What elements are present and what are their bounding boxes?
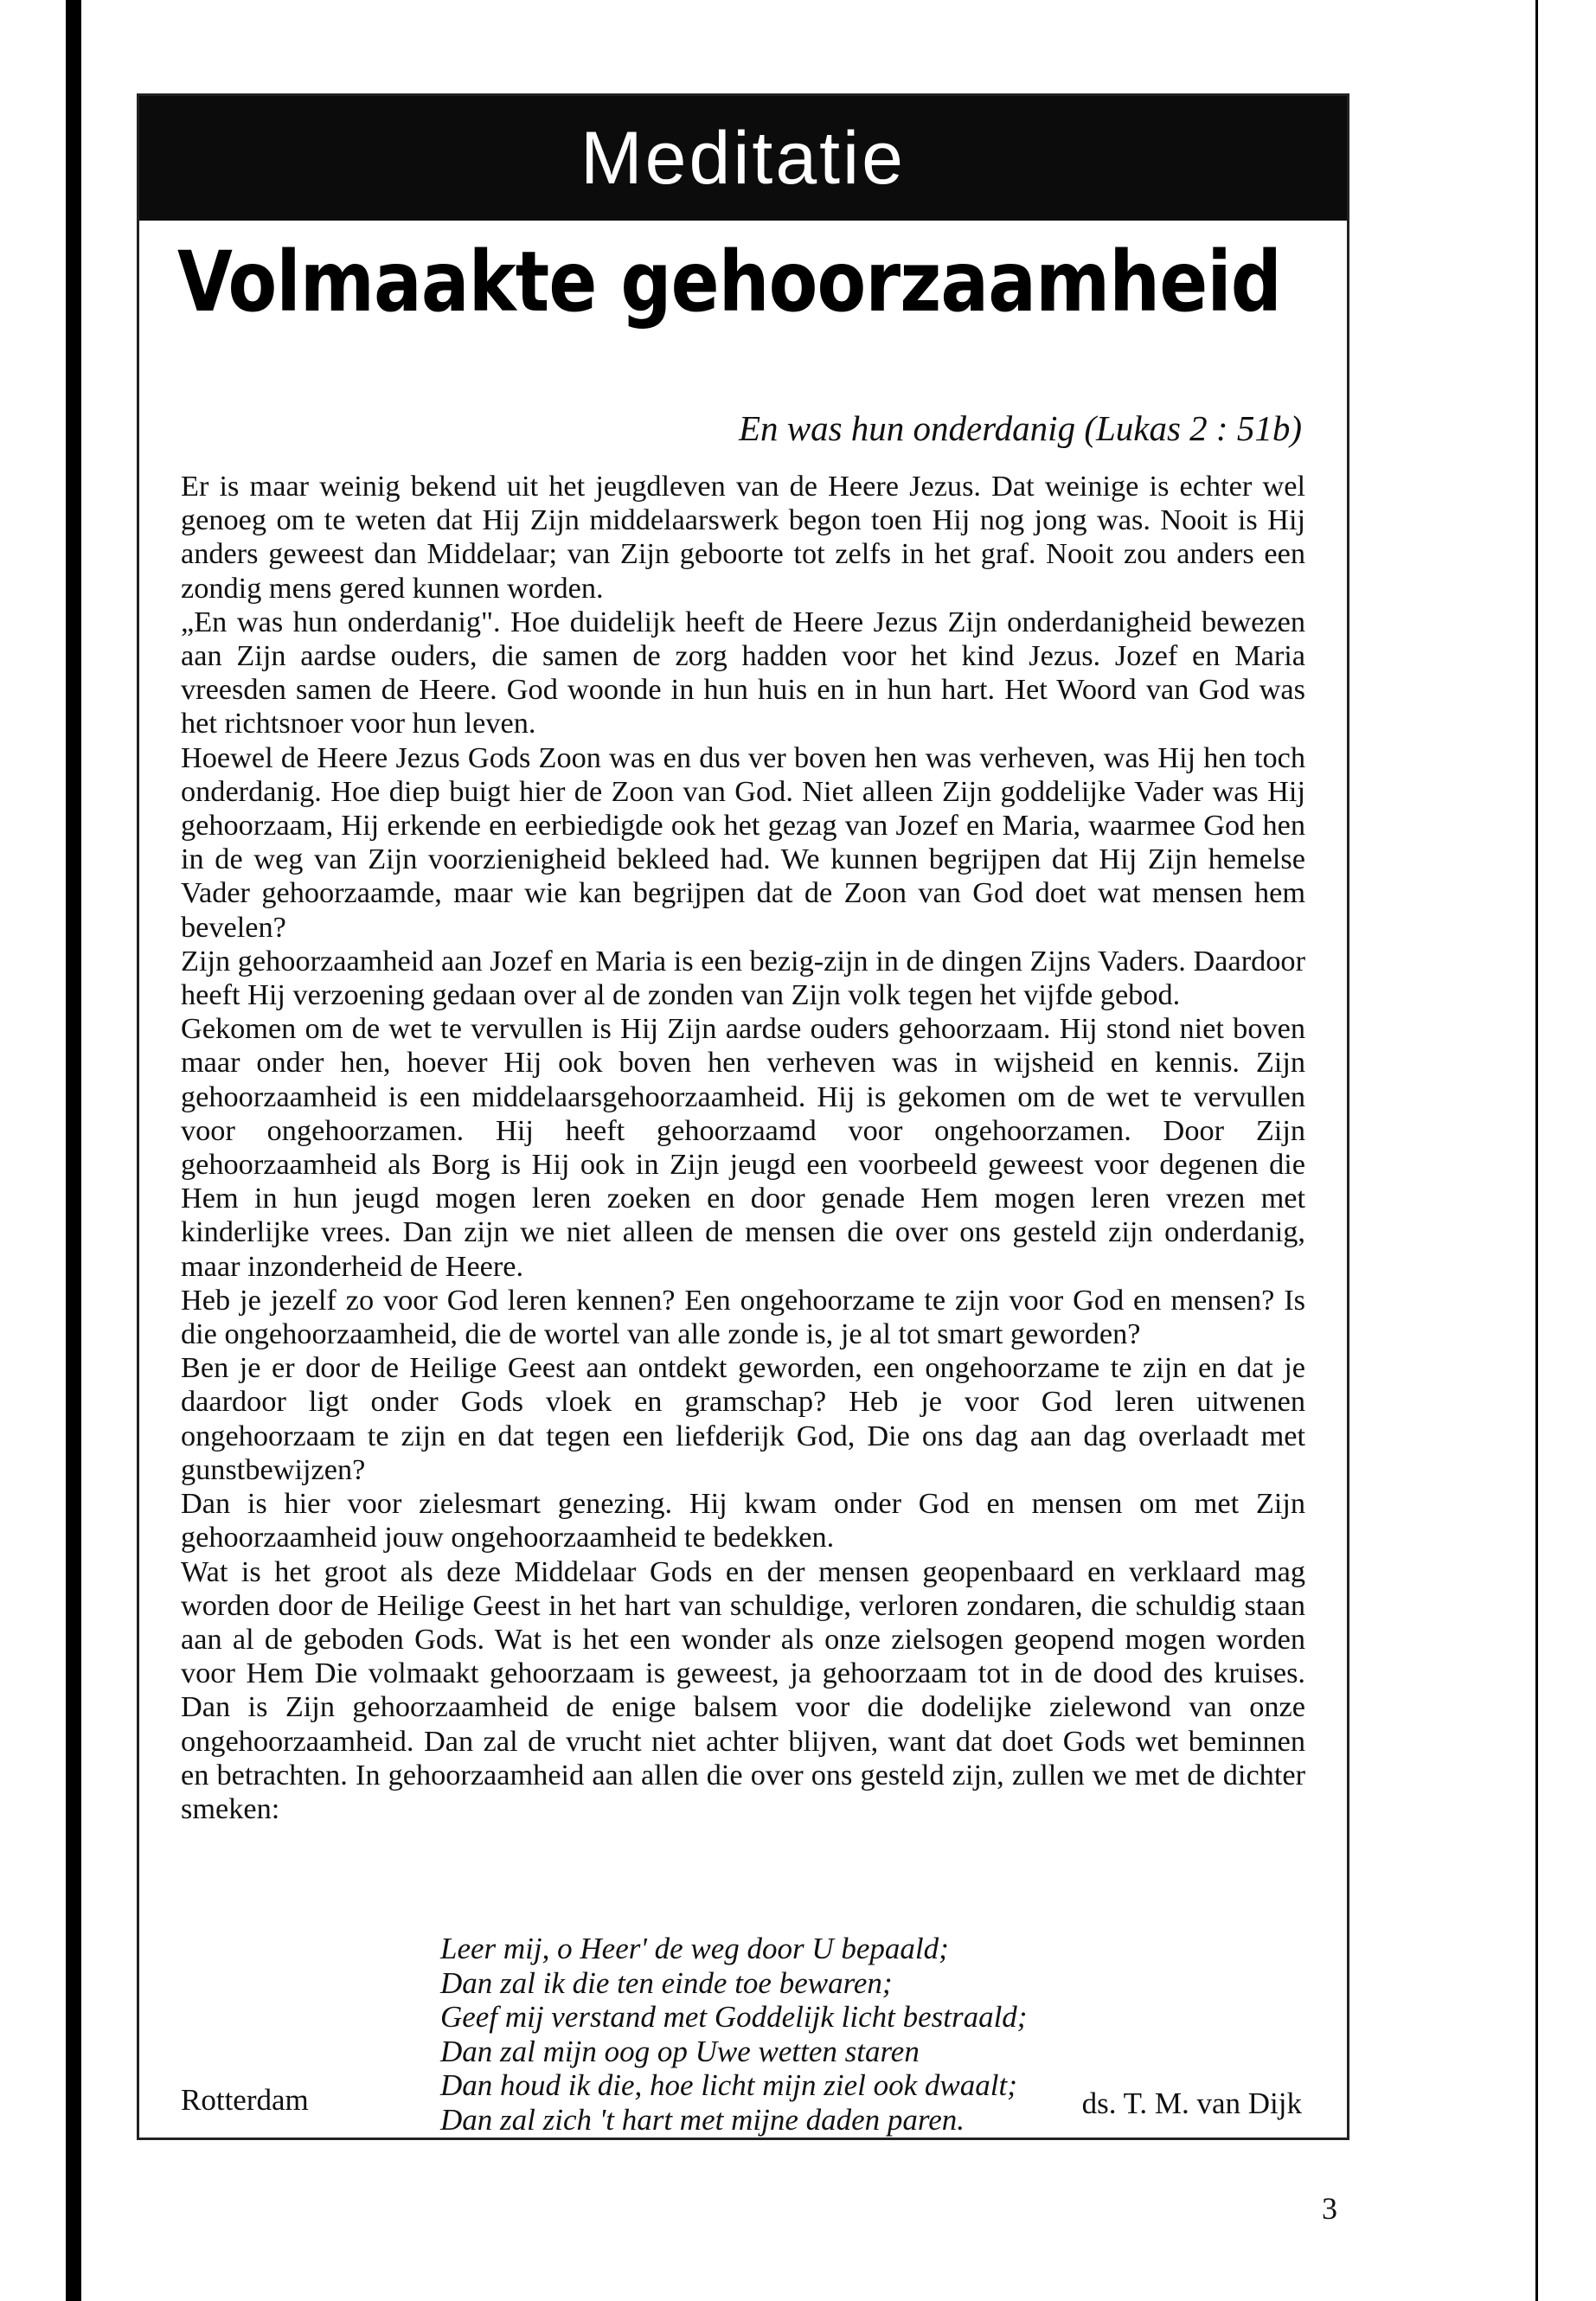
scripture-reference: En was hun onderdanig (Lukas 2 : 51b) — [738, 408, 1302, 448]
section-banner — [139, 96, 1347, 221]
page-edge-bar — [66, 0, 81, 2301]
paragraph: Gekomen om de wet te vervullen is Hij Zijn aardse ouders gehoorzaam. Hij stond niet boven maar onder hen, hoever Hij ook boven hen verheven was in wijsheid en kennis. Zijn gehoorzaamheid is een middelaarsgehoorzaamheid. Hij is gekomen om de wet te vervullen voor ongehoorzamen. Hij heeft gehoorzaamd voor ongehoorzamen. Door Zijn gehoorzaamheid als Borg is Hij ook in Zijn jeugd een voorbeeld geweest voor degenen die Hem in hun jeugd mogen leren zoeken en door genade Hem mogen leren vrezen met kinderlijke vrees. Dan zijn we niet alleen de mensen die over ons gesteld zijn onderdanig, maar inzonderheid de Heere. — [181, 1012, 1305, 1283]
poem-line: Geef mij verstand met Goddelijk licht bestraald; — [440, 2000, 1028, 2034]
paragraph: Zijn gehoorzaamheid aan Jozef en Maria is een bezig-zijn in de dingen Zijns Vaders. Daardoor heeft Hij verzoening gedaan over al de zonden van Zijn volk tegen het vijfde gebod. — [181, 944, 1305, 1012]
place-signoff: Rotterdam — [181, 2083, 309, 2117]
section-label: Meditatie — [580, 117, 906, 200]
paragraph: Er is maar weinig bekend uit het jeugdleven van de Heere Jezus. Dat weinige is echter wel genoeg om te weten dat Hij Zijn middelaarswerk begon toen Hij nog jong was. Nooit is Hij anders geweest dan Middelaar; van Zijn geboorte tot zelfs in het graf. Nooit zou anders een zondig mens gered kunnen worden. — [181, 470, 1305, 605]
poem-line: Leer mij, o Heer' de weg door U bepaald; — [440, 1932, 949, 1965]
paragraph: Dan is hier voor zielesmart genezing. Hij kwam onder God en mensen om met Zijn gehoorzaamheid jouw ongehoorzaamheid te bedekken. — [181, 1487, 1305, 1554]
poem-line: Dan zal mijn oog op Uwe wetten staren — [440, 2034, 920, 2068]
page-number: 3 — [1322, 2191, 1337, 2226]
paragraph: „En was hun onderdanig". Hoe duidelijk heeft de Heere Jezus Zijn onderdanigheid bewezen aan Zijn aardse ouders, die samen de zorg hadden voor het kind Jezus. Jozef en Maria vreesden samen de Heere. God woonde in hun huis en in hun hart. Het Woord van God was het richtsnoer voor hun leven. — [181, 605, 1305, 740]
paragraph: Heb je jezelf zo voor God leren kennen? Een ongehoorzame te zijn voor God en mensen? Is die ongehoorzaamheid, die de wortel van alle zonde is, je al tot smart geworden? — [181, 1283, 1305, 1351]
poem-quote — [440, 1932, 1027, 2137]
article-body — [181, 470, 1305, 1826]
paragraph: Wat is het groot als deze Middelaar Gods en der mensen geopenbaard en verklaard mag worden door de Heilige Geest in het hart van schuldige, verloren zondaren, die schuldig staan aan al de geboden Gods. Wat is het een wonder als onze zielsogen geopend mogen worden voor Hem Die volmaakt gehoorzaam is geweest, ja gehoorzaam tot in de dood des kruises. Dan is Zijn gehoorzaamheid de enige balsem voor die dodelijke zielewond van onze ongehoorzaamheid. Dan zal de vrucht niet achter blijven, want dat doet Gods wet beminnen en betrachten. In gehoorzaamheid aan allen die over ons gesteld zijn, zullen we met de dichter smeken: — [181, 1554, 1305, 1825]
meditation-box — [137, 93, 1349, 2140]
poem-line: Dan zal zich 't hart met mijne daden paren. — [440, 2102, 965, 2137]
poem-line: Dan zal ik die ten einde toe bewaren; — [440, 1965, 893, 2000]
author-signoff: ds. T. M. van Dijk — [1081, 2086, 1302, 2120]
poem-line: Dan houd ik die, hoe licht mijn ziel ook dwaalt; — [440, 2068, 1017, 2102]
paragraph: Ben je er door de Heilige Geest aan ontdekt geworden, een ongehoorzame te zijn en dat je daardoor ligt onder Gods vloek en gramschap? Heb je voor God leren uitwenen ongehoorzaam te zijn en dat tegen een liefderijk God, Die ons dag aan dag overlaadt met gunstbewijzen? — [181, 1351, 1305, 1486]
article-title: Volmaakte gehoorzaamheid — [177, 234, 1282, 330]
paragraph: Hoewel de Heere Jezus Gods Zoon was en dus ver boven hen was verheven, was Hij hen toch onderdanig. Hoe diep buigt hier de Zoon van God. Niet alleen Zijn goddelijke Vader was Hij gehoorzaam, Hij erkende en eerbiedigde ook het gezag van Jozef en Maria, waarmee God hen in de weg van Zijn voorzienigheid bekleed had. We kunnen begrijpen dat Hij Zijn hemelse Vader gehoorzaamde, maar wie kan begrijpen dat de Zoon van God doet wat mensen hem bevelen? — [181, 740, 1305, 944]
page-edge-line — [1535, 0, 1538, 2301]
